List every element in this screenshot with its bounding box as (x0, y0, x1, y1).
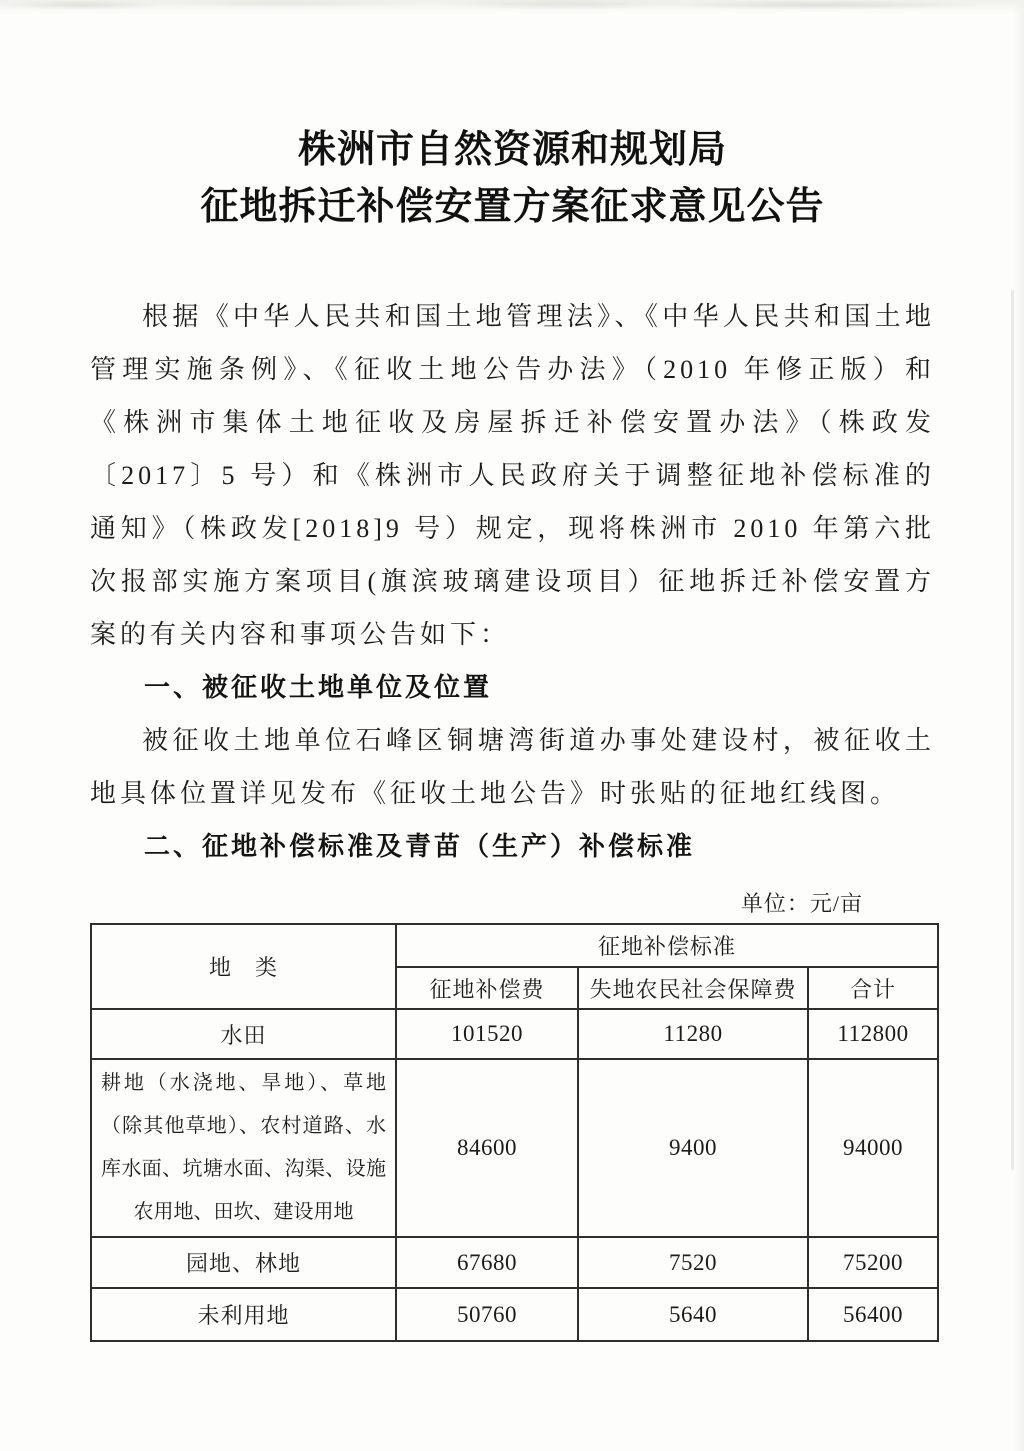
cell-land-type: 未利用地 (91, 1288, 396, 1341)
intro-paragraph: 根据《中华人民共和国土地管理法》、《中华人民共和国土地管理实施条例》、《征收土地公告办法》（2010 年修正版）和《株洲市集体土地征收及房屋拆迁补偿安置办法》（株政发〔2017〕5 号）和《株洲市人民政府关于调整征地补偿标准的通知》（株政发[2018]9 号）规定，现将株洲市 2010 年第六批次报部实施方案项目(旗滨玻璃建设项目）征地拆迁补偿安置方案的有关内容和事项公告如下： (90, 302, 935, 649)
header-cell-social-security-fee: 失地农民社会保障费 (578, 967, 808, 1009)
cell-comp-fee: 50760 (396, 1288, 578, 1341)
scan-artifact-right-shade (1014, 0, 1024, 1451)
cell-social-security: 9400 (578, 1059, 808, 1237)
table-row-garden-forest-land (91, 1237, 938, 1288)
scan-artifact-right-line (1011, 290, 1014, 1170)
section-2-heading: 二、征地补偿标准及青苗（生产）补偿标准 (144, 831, 696, 861)
header-cell-compensation-standard-group: 征地补偿标准 (396, 924, 938, 967)
header-cell-total: 合计 (808, 967, 938, 1009)
cell-total: 94000 (808, 1059, 938, 1237)
header-cell-land-type: 地 类 (91, 924, 396, 1009)
title-line-2: 征地拆迁补偿安置方案征求意见公告 (200, 186, 825, 228)
cell-total: 112800 (808, 1009, 938, 1059)
cell-social-security: 7520 (578, 1237, 808, 1288)
cell-social-security: 11280 (578, 1009, 808, 1059)
cell-social-security: 5640 (578, 1288, 808, 1341)
cell-comp-fee: 84600 (396, 1059, 578, 1237)
document-title (90, 122, 935, 236)
section-1-heading: 一、被征收土地单位及位置 (144, 672, 493, 702)
table-row-paddy-field (91, 1009, 938, 1059)
cell-land-type: 园地、林地 (91, 1237, 396, 1288)
title-line-1: 株洲市自然资源和规划局 (297, 129, 727, 171)
cell-total: 56400 (808, 1288, 938, 1341)
table-unit-label: 单位：元/亩 (740, 891, 863, 916)
cell-comp-fee: 101520 (396, 1009, 578, 1059)
table-row-cultivated-land (91, 1059, 938, 1237)
compensation-table (90, 923, 939, 1342)
header-cell-comp-fee: 征地补偿费 (396, 967, 578, 1009)
table-row-unused-land (91, 1288, 938, 1341)
cell-comp-fee: 67680 (396, 1237, 578, 1288)
cell-total: 75200 (808, 1237, 938, 1288)
cell-land-type: 水田 (91, 1009, 396, 1059)
table-header-row-group (91, 924, 938, 967)
section-1-paragraph: 被征收土地单位石峰区铜塘湾街道办事处建设村，被征收土地具体位置详见发布《征收土地公告》时张贴的征地红线图。 (90, 726, 935, 808)
cell-land-type: 耕地（水浇地、旱地）、草地（除其他草地）、农村道路、水库水面、坑塘水面、沟渠、设施农用地、田坎、建设用地 (91, 1059, 396, 1237)
scan-artifact-top-edge (0, 0, 1024, 16)
